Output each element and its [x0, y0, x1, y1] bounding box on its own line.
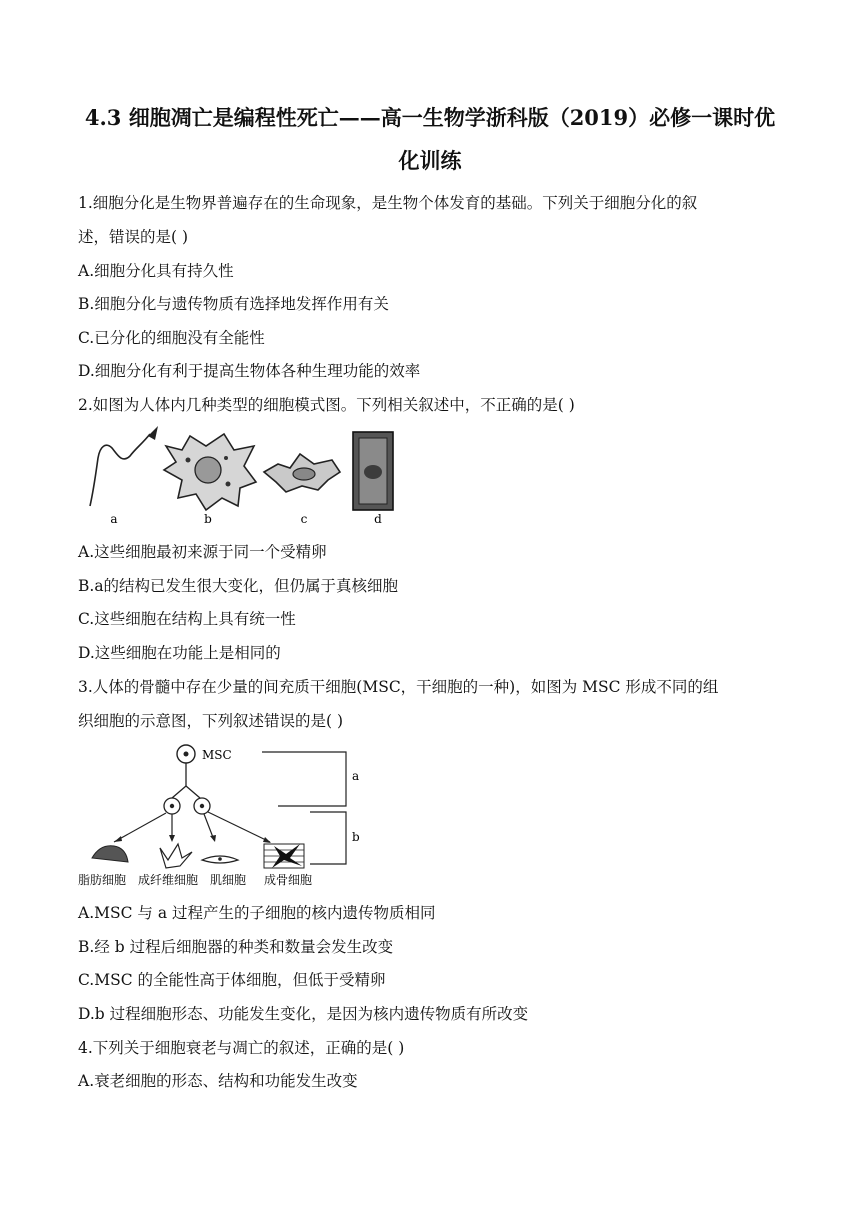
- bone-cell: [264, 844, 304, 868]
- q3-stem-line-1: 3.人体的骨髓中存在少量的间充质干细胞(MSC，干细胞的一种)，如图为 MSC 形成不同的组: [78, 678, 719, 696]
- cell-label-bone: 成骨细胞: [264, 873, 313, 887]
- q2-cell-figure: [78, 424, 418, 533]
- q1-option-c: C.已分化的细胞没有全能性: [78, 329, 265, 347]
- figure-label-c: c: [300, 512, 308, 526]
- msc-label: MSC: [202, 748, 232, 762]
- q3-option-b: B.经 b 过程后细胞器的种类和数量会发生改变: [78, 938, 394, 956]
- fibroblast-cell: [160, 844, 192, 868]
- q4-stem: 4.下列关于细胞衰老与凋亡的叙述，正确的是( ): [78, 1039, 405, 1057]
- process-b-bracket: [310, 812, 346, 864]
- q2-option-d: D.这些细胞在功能上是相同的: [78, 644, 281, 662]
- figure-label-b: b: [204, 512, 212, 526]
- cell-label-muscle: 肌细胞: [210, 873, 247, 887]
- q1-stem-line-1: 1.细胞分化是生物界普遍存在的生命现象，是生物个体发育的基础。下列关于细胞分化的叙: [78, 194, 698, 212]
- q1-option-a: A.细胞分化具有持久性: [78, 262, 234, 280]
- figure-label-a: a: [110, 512, 118, 526]
- sperm-cell-head: [148, 426, 158, 440]
- fat-cell: [92, 846, 128, 862]
- cell-label-fat: 脂肪细胞: [78, 873, 127, 887]
- q1-option-b: B.细胞分化与遗传物质有选择地发挥作用有关: [78, 295, 389, 313]
- cell-label-fibroblast: 成纤维细胞: [138, 873, 199, 887]
- q2-option-a: A.这些细胞最初来源于同一个受精卵: [78, 543, 327, 561]
- document-title-line-1: 4.3 细胞凋亡是编程性死亡——高一生物学浙科版（2019）必修一课时优: [84, 105, 776, 130]
- process-a-label: a: [352, 769, 360, 783]
- sperm-cell-tail: [90, 434, 150, 506]
- q3-option-c: C.MSC 的全能性高于体细胞，但低于受精卵: [78, 971, 386, 989]
- stellate-cell-nucleus: [195, 457, 221, 483]
- process-a-bracket: [262, 752, 346, 806]
- q2-option-c: C.这些细胞在结构上具有统一性: [78, 610, 296, 628]
- q3-msc-figure: [74, 740, 374, 896]
- document-title-line-2: 化训练: [398, 148, 462, 173]
- q3-option-a: A.MSC 与 a 过程产生的子细胞的核内遗传物质相同: [78, 904, 436, 922]
- q3-stem-line-2: 织细胞的示意图，下列叙述错误的是( ): [78, 712, 344, 730]
- q4-option-a: A.衰老细胞的形态、结构和功能发生改变: [78, 1072, 358, 1090]
- q3-option-d: D.b 过程细胞形态、功能发生变化，是因为核内遗传物质有所改变: [78, 1005, 529, 1023]
- q2-option-b: B.a的结构已发生很大变化，但仍属于真核细胞: [78, 577, 399, 595]
- process-b-label: b: [352, 830, 360, 844]
- q1-stem-line-2: 述，错误的是( ): [78, 228, 189, 246]
- columnar-cell-nucleus: [364, 465, 382, 479]
- q2-stem: 2.如图为人体内几种类型的细胞模式图。下列相关叙述中，不正确的是( ): [78, 396, 575, 414]
- q1-option-d: D.细胞分化有利于提高生物体各种生理功能的效率: [78, 362, 421, 380]
- figure-label-d: d: [374, 512, 382, 526]
- elongated-cell-nucleus: [293, 468, 315, 480]
